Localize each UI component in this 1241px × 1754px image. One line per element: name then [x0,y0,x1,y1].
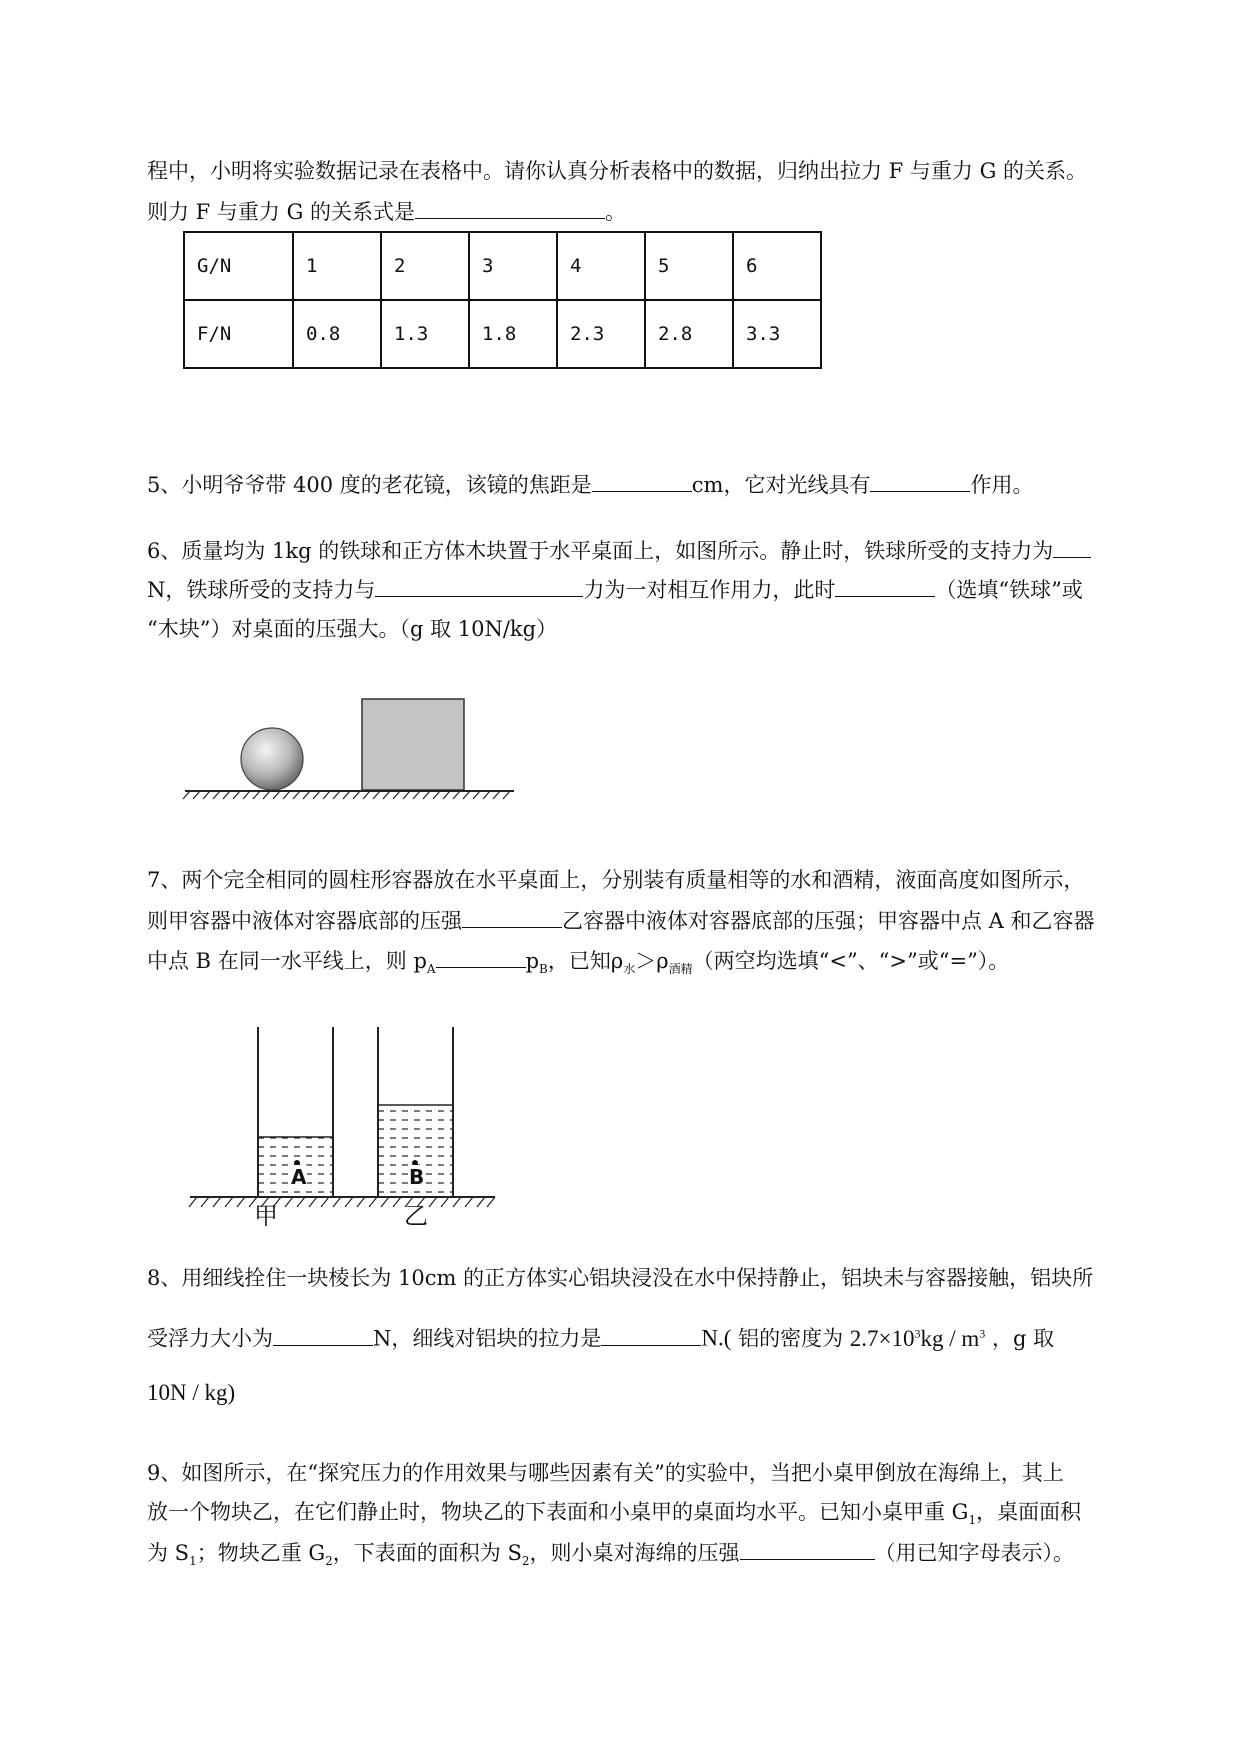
answer-blank[interactable] [1053,535,1091,558]
table-cell: 1 [293,232,381,300]
gf-data-table [183,231,822,369]
answer-blank[interactable] [835,574,935,597]
label-yi: 乙 [404,1202,428,1230]
table-cell: 1.3 [381,300,469,368]
answer-blank[interactable] [436,945,526,968]
answer-blank[interactable] [592,469,692,492]
label-jia: 甲 [254,1202,278,1230]
table-cell: 2 [381,232,469,300]
answer-blank[interactable] [870,469,970,492]
answer-blank[interactable] [740,1537,875,1560]
answer-blank[interactable] [415,196,605,219]
intro-line-1: 程中，小明将实验数据记录在表格中。请你认真分析表格中的数据，归纳出拉力 F 与重力 G 的关系。 [147,159,1088,183]
question-7-line-2: 则甲容器中液体对容器底部的压强 乙容器中液体对容器底部的压强；甲容器中点 A 和乙容器 [147,905,1095,936]
containers-figure [185,1025,505,1220]
table-cell: 1.8 [469,300,557,368]
table-cell: 5 [645,232,733,300]
label-a: A [291,1165,307,1189]
answer-blank[interactable] [601,1323,701,1346]
table-row [184,232,821,300]
aluminum-density: $2.7\times 10^3kg / m^3$ [849,1325,986,1351]
question-9-line-2: 放一个物块乙，在它们静止时，物块乙的下表面和小桌甲的桌面均水平。已知小桌甲重 $G_1$，桌面面积 [147,1500,1082,1528]
table-cell: 2.3 [557,300,645,368]
question-6-line-1: 6、质量均为 1kg 的铁球和正方体木块置于水平桌面上，如图所示。静止时，铁球所受的支持力为 [147,535,1091,566]
ball-and-block-figure [180,690,520,800]
question-6-line-2: N，铁球所受的支持力与 力为一对相互作用力，此时 （选填“铁球”或 [147,574,1083,605]
question-7-line-3: 中点 B 在同一水平线上，则 $p_A$ $p_B$，已知$\rho_水>\rho_{酒精}$（两空均选填“<”、“>”或“=”）。 [147,945,1009,984]
table-cell: G/N [184,232,293,300]
question-8-line-1: 8、用细线拴住一块棱长为 10cm 的正方体实心铝块浸没在水中保持静止，铝块未与容器接触，铝块所 [147,1266,1094,1290]
question-8-line-2: 受浮力大小为 N，细线对铝块的拉力是 N.( 铝的密度为 $2.7\times 10^3kg / m^3$ ，g 取 [147,1318,1054,1354]
table-cell: F/N [184,300,293,368]
answer-blank[interactable] [462,905,562,928]
wooden-block [362,699,464,790]
table-cell: 4 [557,232,645,300]
question-6-line-3: “木块”）对桌面的压强大。（g 取 10N/kg） [147,617,558,641]
question-9-line-3: 为 $S_1$；物块乙重 $G_2$，下表面的面积为 $S_2$，则小桌对海绵的压强 （用已知字母表示）。 [147,1537,1074,1576]
question-5: 5、小明爷爷带 400 度的老花镜，该镜的焦距是 cm，它对光线具有 作用。 [147,469,1033,500]
table-cell: 3 [469,232,557,300]
table-cell: 3.3 [733,300,821,368]
iron-ball [241,728,303,790]
table-cell: 2.8 [645,300,733,368]
table-cell: 6 [733,232,821,300]
question-7-line-1: 7、两个完全相同的圆柱形容器放在水平桌面上，分别装有质量相等的水和酒精，液面高度如图所示， [147,868,1085,892]
question-8-line-3: 10N / kg) [147,1380,236,1405]
label-b: B [409,1165,425,1189]
table-row [184,300,821,368]
table-cell: 0.8 [293,300,381,368]
question-9-line-1: 9、如图所示，在“探究压力的作用效果与哪些因素有关”的实验中，当把小桌甲倒放在海绵上，其上 [147,1461,1064,1485]
answer-blank[interactable] [273,1323,373,1346]
surface-hatching [183,791,510,799]
intro-line-2: 则力 F 与重力 G 的关系式是 。 [147,196,626,227]
answer-blank[interactable] [375,574,583,597]
surface-hatching [189,1197,495,1207]
